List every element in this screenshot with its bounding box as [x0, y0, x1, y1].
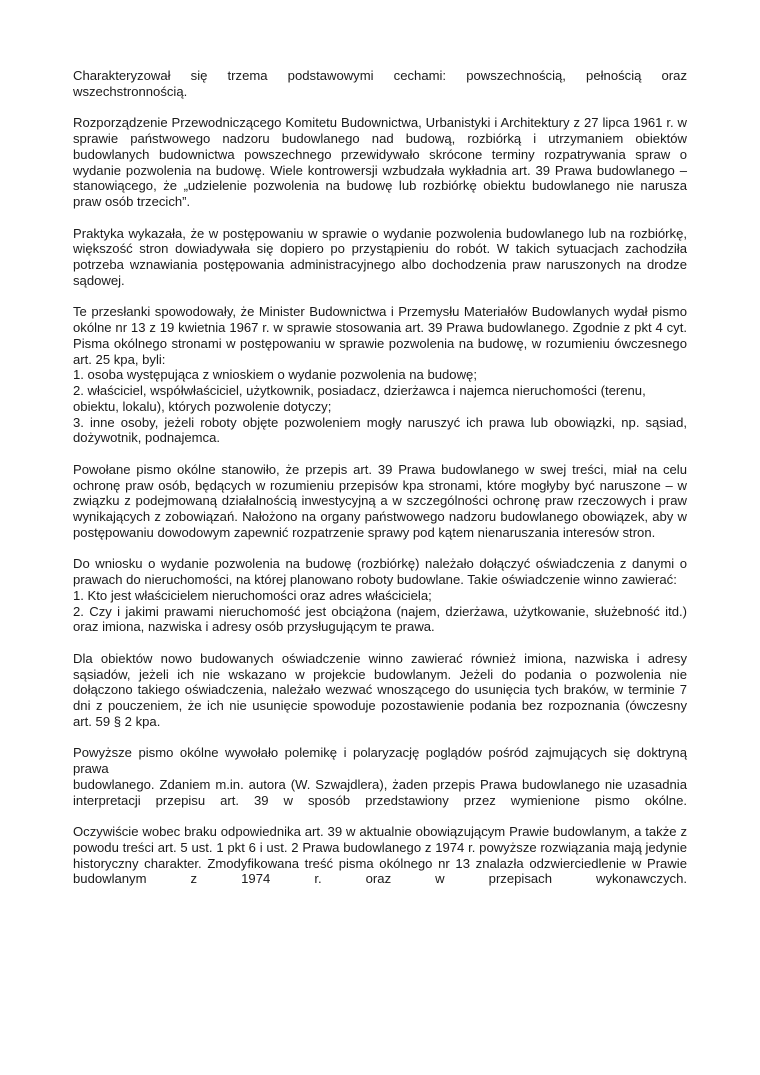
paragraph-regulation-1961: Rozporządzenie Przewodniczącego Komitetu Budownictwa, Urbanistyki i Architektury z 27 lipca 1961 r. w sprawie państwowego nadzoru budowlanego nad budową, rozbiórką i utrzymaniem obiektów budowlanych budownictwa powszechnego przewidywało skrócone terminy rozpatrywania spraw o wydanie pozwolenia na budowę. Wiele kontrowersji wzbudzała wykładnia art. 39 Prawa budowlanego – stanowiącego, że „udzielenie pozwolenia na budowę lub rozbiórkę obiektu budowlanego nie narusza praw osób trzecich”. — [73, 115, 687, 209]
circular-party-item-2: 2. właściciel, współwłaściciel, użytkownik, posiadacz, dzierżawca i najemca nieruchomości (terenu, obiektu, lokalu), których pozwolenie dotyczy; — [73, 383, 646, 414]
paragraph-new-buildings: Dla obiektów nowo budowanych oświadczenie winno zawierać również imiona, nazwiska i adresy sąsiadów, jeżeli ich nie wskazano w projekcie budowlanym. Jeżeli do podania o pozwolenia nie dołączono takiego oświadczenia, należało wezwać wnoszącego do usunięcia tych braków, w terminie 7 dni z pouczeniem, że ich nie usunięcie spowoduje pozostawienie podania bez rozpoznania (ówczesny art. 59 § 2 kpa. — [73, 650, 687, 729]
conclusion-line-4: budowlanym z 1974 r. oraz w przepisach wykonawczych. — [73, 871, 687, 887]
paragraph-conclusion — [73, 824, 687, 887]
conclusion-line-1: Oczywiście wobec braku odpowiednika art. 39 w aktualnie obowiązującym Prawie budowlanym, a także z — [73, 824, 687, 839]
paragraph-circular-purpose: Powołane pismo okólne stanowiło, że przepis art. 39 Prawa budowlanego w swej treści, miał na celu ochronę praw osób, będących w rozumieniu przepisów kpa stronami, które mogłyby być naruszone – w związku z podejmowaną działalnością inwestycyjną a w szczególności ochronę praw rzeczowych i praw wynikających z zobowiązań. Nałożono na organy państwowego nadzoru budowlanego obowiązek, aby w postępowaniu dowodowym zapewnić rozpatrzenie sprawy pod kątem nienaruszania interesów stron. — [73, 461, 687, 540]
statement-intro: Do wniosku o wydanie pozwolenia na budowę (rozbiórkę) należało dołączyć oświadczenia z danymi o prawach do nieruchomości, na której planowano roboty budowlane. Takie oświadczenie winno zawierać: — [73, 556, 687, 587]
circular-party-item-3: 3. inne osoby, jeżeli roboty objęte pozwoleniem mogły naruszyć ich prawa lub obowiązki, np. sąsiad, dożywotnik, podnajemca. — [73, 414, 687, 446]
paragraph-practice: Praktyka wykazała, że w postępowaniu w sprawie o wydanie pozwolenia budowlanego lub na rozbiórkę, większość stron dowiadywała się dopiero po przystąpieniu do robót. W takich sytuacjach zachodziła potrzeba wznawiania postępowania administracyjnego albo dochodzenia praw naruszonych na drodze sądowej. — [73, 225, 687, 288]
statement-item-2: 2. Czy i jakimi prawami nieruchomość jest obciążona (najem, dzierżawa, użytkowanie, służebność itd.) oraz imiona, nazwiska i adresy osób przysługującym te prawa. — [73, 603, 687, 635]
controversy-line-3: interpretacji przepisu art. 39 w sposób przedstawiony przez wymienione pismo okólne. — [73, 792, 687, 808]
paragraph-controversy — [73, 745, 687, 808]
paragraph-circular-13 — [73, 304, 687, 446]
statement-item-1: 1. Kto jest właścicielem nieruchomości oraz adres właściciela; — [73, 587, 432, 603]
paragraph-characteristics: Charakteryzował się trzema podstawowymi cechami: powszechnością, pełnością oraz wszechstronnością. — [73, 68, 687, 99]
controversy-line-2: budowlanego. Zdaniem m.in. autora (W. Szwajdlera), żaden przepis Prawa budowlanego nie uzasadnia — [73, 776, 687, 792]
paragraph-ownership-statement — [73, 556, 687, 635]
circular-intro: Te przesłanki spowodowały, że Minister Budownictwa i Przemysłu Materiałów Budowlanych wydał pismo okólne nr 13 z 19 kwietnia 1967 r. w sprawie stosowania art. 39 Prawa budowlanego. Zgodnie z pkt 4 cyt. Pisma okólnego stronami w postępowaniu w sprawie pozwolenia na budowę, w rozumieniu ówczesnego art. 25 kpa, byli: — [73, 304, 687, 367]
controversy-line-1: Powyższe pismo okólne wywołało polemikę i polaryzację poglądów pośród zajmujących się doktryną prawa — [73, 745, 687, 776]
circular-party-item-1: 1. osoba występująca z wnioskiem o wydanie pozwolenia na budowę; — [73, 367, 477, 383]
conclusion-line-2: powodu treści art. 5 ust. 1 pkt 6 i ust. 2 Prawa budowlanego z 1974 r. powyższe rozwiązania mają jedynie — [73, 839, 687, 855]
conclusion-line-3: historyczny charakter. Zmodyfikowana treść pisma okólnego nr 13 znalazła odzwierciedlenie w Prawie — [73, 855, 687, 871]
document-page — [73, 68, 687, 903]
